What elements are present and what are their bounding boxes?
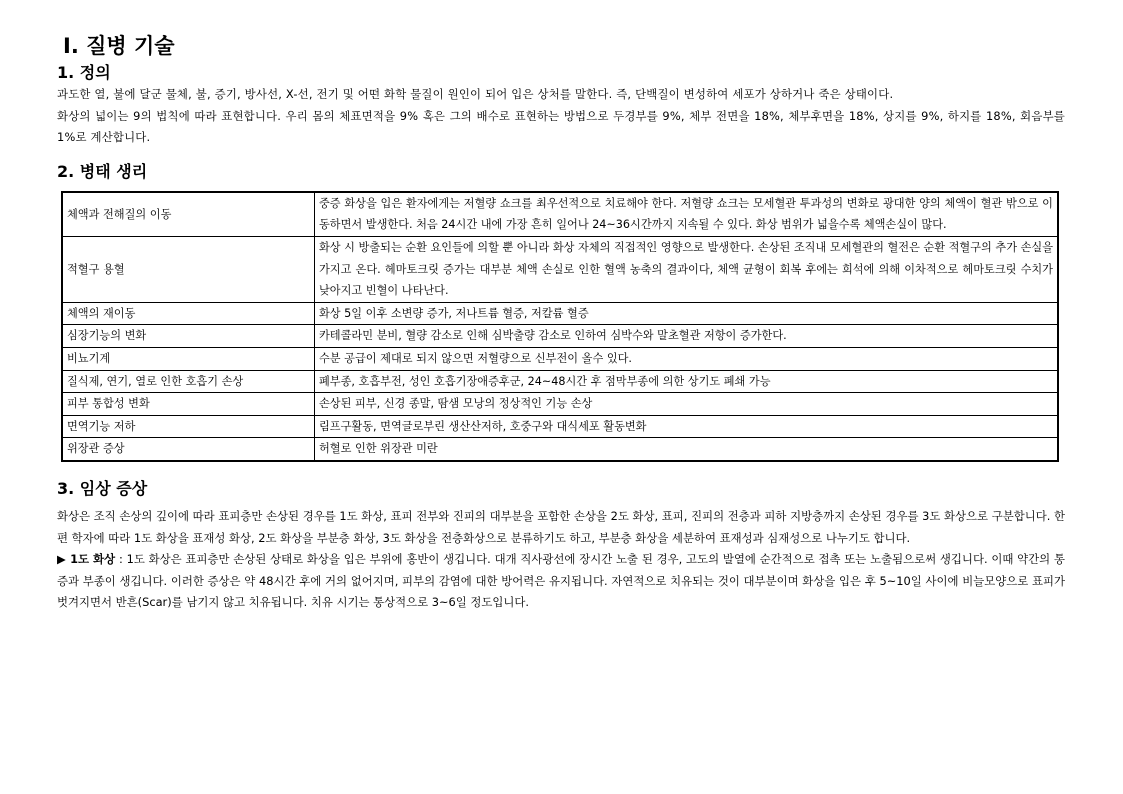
table-key-cell: 면역기능 저하: [62, 415, 315, 438]
table-row: [62, 415, 1058, 438]
table-row: [62, 192, 1058, 237]
table-key-cell: 질식제, 연기, 열로 인한 호흡기 손상: [62, 370, 315, 393]
table-value-cell: 수분 공급이 제대로 되지 않으면 저혈량으로 신부전이 올수 있다.: [315, 347, 1059, 370]
table-row: [62, 236, 1058, 302]
document-page: [57, 30, 1065, 614]
section-heading-clinical-symptoms: 3. 임상 증상: [57, 478, 148, 498]
document-title: Ⅰ. 질병 기술: [63, 34, 175, 58]
burn-degree-paragraph: 화상은 조직 손상의 깊이에 따라 표피층만 손상된 경우를 1도 화상, 표피 전부와 진피의 대부분을 포함한 손상을 2도 화상, 표피, 진피의 전층과 피하 지방층까지 손상된 경우를 3도 화상으로 구분합니다. 한편 학자에 따라 1도 화상을 표재성 화상, 2도 화상을 부분층 화상, 3도 화상을 전층화상으로 분류하기도 하고, 부분층 화상을 세분하여 표재성과 심재성으로 나누기도 합니다.: [57, 508, 1065, 545]
table-value-cell: 화상 시 방출되는 순환 요인들에 의할 뿐 아니라 화상 자체의 직접적인 영향으로 발생한다. 손상된 조직내 모세혈관의 혈전은 순환 적혈구의 추가 손실을 가지고 온다. 헤마토크릿 증가는 대부분 체액 손실로 인한 혈액 농축의 결과이다, 체액 균형이 회복 후에는 희석에 의해 이차적으로 헤마토크릿 수치가 낮아지고 빈혈이 나타난다.: [315, 236, 1059, 302]
table-value-cell: 폐부종, 호흡부전, 성인 호흡기장애증후군, 24~48시간 후 점막부종에 의한 상기도 폐쇄 가능: [315, 370, 1059, 393]
table-row: [62, 370, 1058, 393]
table-value-cell: 화상 5일 이후 소변량 증가, 저나트륨 혈증, 저칼륨 혈증: [315, 302, 1059, 325]
table-row: [62, 325, 1058, 348]
table-value-cell: 카테콜라민 분비, 혈량 감소로 인해 심박출량 감소로 인하여 심박수와 말초혈관 저항이 증가한다.: [315, 325, 1059, 348]
table-key-cell: 심장기능의 변화: [62, 325, 315, 348]
first-degree-burn-paragraph: [57, 549, 1065, 614]
table-value-cell: 중증 화상을 입은 환자에게는 저혈량 쇼크를 최우선적으로 치료해야 한다. 저혈량 쇼크는 모세혈관 투과성의 변화로 광대한 양의 체액이 혈관 밖으로 이동하면서 발생한다. 처음 24시간 내에 가장 흔히 일어나 24~36시간까지 지속될 수 있다. 화상 범위가 넓을수록 체액손실이 많다.: [315, 192, 1059, 237]
table-value-cell: 손상된 피부, 신경 종말, 땀샘 모낭의 정상적인 기능 손상: [315, 393, 1059, 416]
table-row: [62, 393, 1058, 416]
definition-paragraph: 과도한 열, 불에 달군 물체, 불, 증기, 방사선, X-선, 전기 및 어떤 화학 물질이 원인이 되어 입은 상처를 말한다. 즉, 단백질이 변성하여 세포가 상하거나 죽은 상태이다.: [57, 87, 894, 101]
table-value-cell: 림프구활동, 면역글로부린 생산산저하, 호중구와 대식세포 활동변화: [315, 415, 1059, 438]
rule-of-nines-paragraph: 화상의 넓이는 9의 법칙에 따라 표현합니다. 우리 몸의 체표면적을 9% 혹은 그의 배수로 표현하는 방법으로 두경부를 9%, 체부 전면을 18%, 체부후면을 18%, 상지를 9%, 하지를 18%, 회음부를 1%로 계산합니다.: [57, 108, 1065, 145]
first-degree-burn-lead: ▶ 1도 화상: [57, 552, 116, 567]
table-key-cell: 비뇨기계: [62, 347, 315, 370]
table-row: [62, 438, 1058, 461]
table-key-cell: 피부 통합성 변화: [62, 393, 315, 416]
table-row: [62, 302, 1058, 325]
first-degree-burn-text: : 1도 화상은 표피층만 손상된 상태로 화상을 입은 부위에 홍반이 생깁니다. 대개 직사광선에 장시간 노출 된 경우, 고도의 발열에 순간적으로 접촉 또는 노출됨으로써 생깁니다. 이때 약간의 통증과 부종이 생깁니다. 이러한 증상은 약 48시간 후에 거의 없어지며, 피부의 감염에 대한 방어력은 유지됩니다. 자연적으로 치유되는 것이 대부분이며 화상을 입은 후 5~10일 사이에 비늘모양으로 표피가 벗겨지면서 반흔(Scar)를 남기지 않고 치유됩니다. 치유 시기는 통상적으로 3~6일 정도입니다.: [57, 552, 1065, 610]
table-value-cell: 허혈로 인한 위장관 미란: [315, 438, 1059, 461]
pathophysiology-table: [61, 191, 1059, 462]
section-heading-pathophysiology: 2. 병태 생리: [57, 161, 148, 181]
table-key-cell: 체액과 전해질의 이동: [62, 192, 315, 237]
table-key-cell: 체액의 재이동: [62, 302, 315, 325]
table-row: [62, 347, 1058, 370]
section-heading-definition: 1. 정의: [57, 63, 111, 82]
table-key-cell: 위장관 증상: [62, 438, 315, 461]
table-key-cell: 적혈구 용혈: [62, 236, 315, 302]
